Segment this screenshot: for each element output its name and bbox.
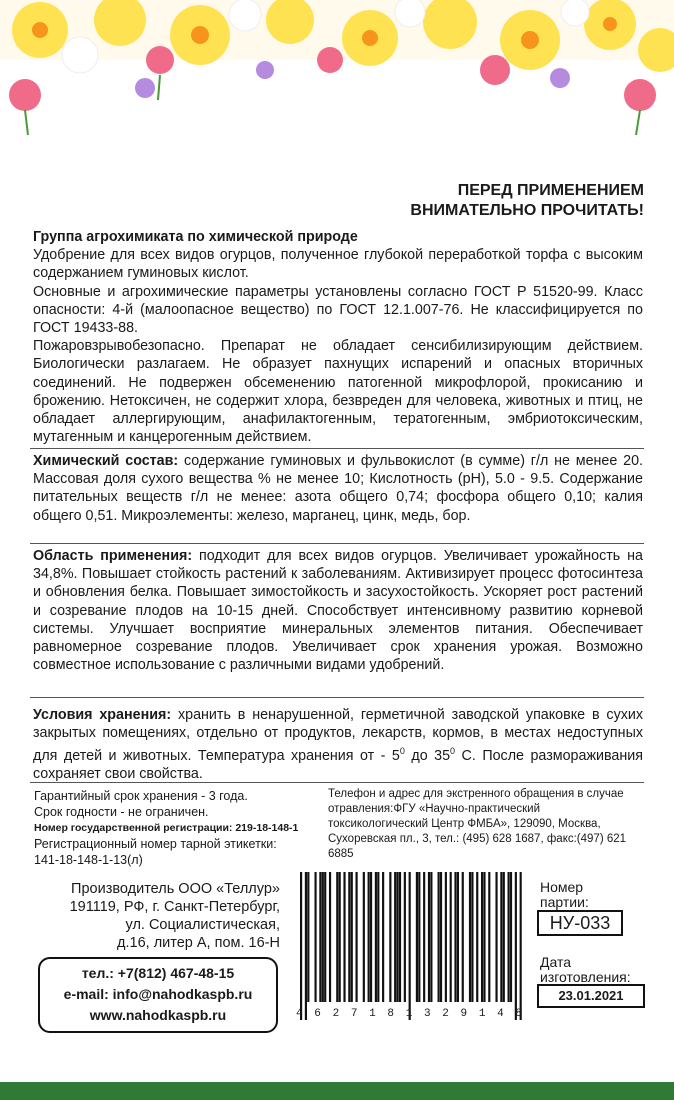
storage-section <box>33 706 643 784</box>
warning-line-1: ПЕРЕД ПРИМЕНЕНИЕМ <box>457 182 644 199</box>
application-text: подходит для всех видов огурцов. Увеличивает урожайность на 34,8%. Повышает стойкость растений к заболеваниям. Активизирует процесс фотосинтеза и обновления белка. Повышает зимостойкость и засухостойкость. Ускоряет рост растений и созревание плодов на 10-15 дней. Способствует интенсивному развитию корневой системы. Улучшает восприятие минеральных элементов питания. Обеспечивает равномерное созревание плодов. Увеличивает срок хранения урожая. Возможно совместное использование с различными видами удобрений. <box>33 548 643 674</box>
date-label-line-1: Дата <box>540 954 572 970</box>
manufacturer-line-2: 191119, РФ, г. Санкт-Петербург, <box>69 899 280 915</box>
email-link[interactable]: e-mail: info@nahodkaspb.ru <box>63 986 253 1002</box>
manufacture-date: 23.01.2021 <box>537 984 645 1008</box>
barcode-bar <box>469 872 471 1002</box>
guarantee-block <box>34 788 324 868</box>
barcode-digit: 8 <box>387 1008 395 1020</box>
divider <box>30 697 644 698</box>
barcode-bar <box>314 872 316 1002</box>
barcode-bar <box>440 872 442 1002</box>
intro-section <box>33 228 643 446</box>
manufacturer-line-4: д.16, литер А, пом. 16-Н <box>117 935 280 951</box>
barcode-digit: 1 <box>369 1008 376 1020</box>
barcode-bar <box>394 872 396 1002</box>
intro-paragraph-1: Удобрение для всех видов огурцов, полученное глубокой переработкой торфа с высоким содержанием гуминовых кислот. <box>33 247 643 282</box>
application-label: Область применения: <box>33 548 193 564</box>
emergency-contact <box>328 787 640 862</box>
barcode-bar <box>508 872 510 1002</box>
barcode-bar <box>305 872 307 1020</box>
barcode-digit: 8 <box>515 1008 522 1020</box>
composition-section <box>33 452 643 525</box>
barcode-bar <box>500 872 502 1002</box>
divider <box>30 448 644 449</box>
batch-label <box>540 880 589 910</box>
manufacturer-line-3: ул. Социалистическая, <box>125 917 280 933</box>
composition-text: содержание гуминовых и фульвокислот (в сумме) г/л не менее 20. Массовая доля сухого вещества % не менее 10; Кислотность (pH), 5.0 - 9.5. Содержание питательных веществ г/л не менее: азота общего 0,74; фосфора общего 0,10; калия общего 0,51. Микроэлементы: железо, марганец, цинк, медь, бор. <box>33 453 643 524</box>
barcode-bar <box>375 872 377 1002</box>
barcode-digit: 3 <box>423 1008 431 1020</box>
barcode-bar <box>481 872 483 1002</box>
warning-heading <box>410 181 644 221</box>
batch-number: НУ-033 <box>537 910 623 936</box>
barcode-bar <box>495 872 497 1002</box>
barcode-bar <box>428 872 430 1002</box>
barcode-digits <box>296 1008 522 1020</box>
barcode-bar <box>416 872 418 1002</box>
barcode-bar <box>409 872 411 1020</box>
barcode-bar <box>377 872 379 1002</box>
barcode-bar <box>454 872 456 1002</box>
barcode <box>300 872 522 1020</box>
divider <box>30 543 644 544</box>
guarantee-line-1: Гарантийный срок хранения - 3 года. <box>34 789 248 803</box>
phone: тел.: +7(812) 467-48-15 <box>81 965 235 981</box>
divider <box>30 782 644 783</box>
barcode-bar <box>471 872 473 1002</box>
warning-line-2: ВНИМАТЕЛЬНО ПРОЧИТАТЬ! <box>410 202 644 219</box>
barcode-digit: 4 <box>296 1008 303 1020</box>
guarantee-line-2: Срок годности - не ограничен. <box>34 805 209 819</box>
barcode-bar <box>356 872 358 1002</box>
barcode-bar <box>324 872 326 1002</box>
intro-paragraph-2: Основные и агрохимические параметры установлены согласно ГОСТ Р 51520-99. Класс опасности: 4-й (малоопасное вещество) по ГОСТ 12.1.007-76. Не классифицируется по ГОСТ 19433-88. <box>33 283 643 337</box>
barcode-bar <box>438 872 440 1002</box>
barcode-digit: 2 <box>332 1008 340 1020</box>
barcode-bar <box>423 872 425 1002</box>
barcode-bar <box>307 872 309 1002</box>
barcode-bar <box>343 872 345 1002</box>
barcode-bar <box>389 872 391 1002</box>
batch-label-line-1: Номер <box>540 879 584 895</box>
composition-label: Химический состав: <box>33 453 179 469</box>
state-registration: Номер государственной регистрации: 219-18-148-1 <box>34 822 299 834</box>
barcode-bar <box>363 872 365 1002</box>
storage-text-b: до 35 <box>404 748 451 765</box>
barcode-bar <box>339 872 341 1002</box>
barcode-bar <box>515 872 517 1020</box>
storage-text-a: хранить в ненарушенной, герметичной заводской упаковке в сухих закрытых помещениях, отдельно от продуктов, лекарств, кормов, в местах недоступных для детей и животных. Температура хранения от - 5 <box>33 707 643 765</box>
barcode-bar <box>351 872 353 1002</box>
barcode-bar <box>368 872 370 1002</box>
barcode-bar <box>348 872 350 1002</box>
barcode-bar <box>488 872 490 1002</box>
barcode-bar <box>430 872 432 1002</box>
storage-label: Условия хранения: <box>33 707 172 723</box>
barcode-bar <box>457 872 459 1002</box>
barcode-bar <box>397 872 399 1002</box>
date-label-line-2: изготовления: <box>540 969 631 985</box>
intro-paragraph-3: Пожаровзрывобезопасно. Препарат не обладает сенсибилизирующим действием. Биологически разлагаем. Не образует пахнущих испарений и опасных вторичных соединений. Не подвержен обсеменению патогенной микрофлорой, прокисанию и брожению. Нетоксичен, не содержит хлора, безвреден для человека, животных и птиц, не обладает аллергирующим, анафилактогенным, тератогенным, эмбриотоксическим, мутагенным и канцерогенным действием. <box>33 338 643 446</box>
website-link[interactable]: www.nahodkaspb.ru <box>89 1007 227 1023</box>
barcode-bar <box>322 872 324 1002</box>
flower-border-illustration <box>0 0 674 140</box>
barcode-digit: 7 <box>350 1008 358 1020</box>
barcode-bar <box>329 872 331 1002</box>
barcode-digit: 4 <box>497 1008 504 1020</box>
degree-mark: 0 <box>399 746 405 757</box>
barcode-digit: 1 <box>478 1008 486 1020</box>
barcode-bar <box>520 872 522 1020</box>
manufacturer-block <box>30 880 280 952</box>
barcode-bar <box>382 872 384 1002</box>
manufacture-date-label <box>540 955 631 985</box>
barcode-bar <box>404 872 406 1002</box>
barcode-bar <box>503 872 505 1002</box>
barcode-bar <box>445 872 447 1002</box>
barcode-bar <box>450 872 452 1002</box>
barcode-digit: 9 <box>460 1008 468 1020</box>
barcode-bar <box>336 872 338 1002</box>
degree-mark: 0 <box>450 746 456 757</box>
batch-label-line-2: партии: <box>540 894 589 910</box>
footer-bar <box>0 1082 674 1100</box>
barcode-bar <box>483 872 485 1002</box>
barcode-digit: 2 <box>442 1008 449 1020</box>
barcode-bar <box>399 872 401 1002</box>
emergency-text: Телефон и адрес для экстренного обращения в случае отравления:ФГУ «Научно-практический токсикологический Центр ФМБА», 129090, Москва, Сухоревская пл., 3, тел.: (495) 628 1687, факс:(497) 621 6885 <box>328 788 627 860</box>
barcode-digit: 6 <box>314 1008 321 1020</box>
label-registration: Регистрационный номер тарной этикетки: <box>34 837 277 851</box>
manufacturer-line-1: Производитель ООО «Теллур» <box>71 881 280 897</box>
contact-box <box>38 957 278 1033</box>
barcode-bar <box>418 872 420 1002</box>
barcode-bar <box>319 872 321 1002</box>
barcode-bar <box>300 872 302 1020</box>
barcode-bar <box>510 872 512 1002</box>
storage-text-c: С. После размораживания сохраняет свои свойства. <box>33 748 644 783</box>
barcode-bar <box>370 872 372 1002</box>
barcode-bar <box>476 872 478 1002</box>
barcode-bar <box>462 872 464 1002</box>
application-section <box>33 547 643 674</box>
barcode-digit: 1 <box>405 1008 413 1020</box>
label-registration-number: 141-18-148-1-13(л) <box>34 853 143 867</box>
group-title: Группа агрохимиката по химической природе <box>33 229 358 245</box>
